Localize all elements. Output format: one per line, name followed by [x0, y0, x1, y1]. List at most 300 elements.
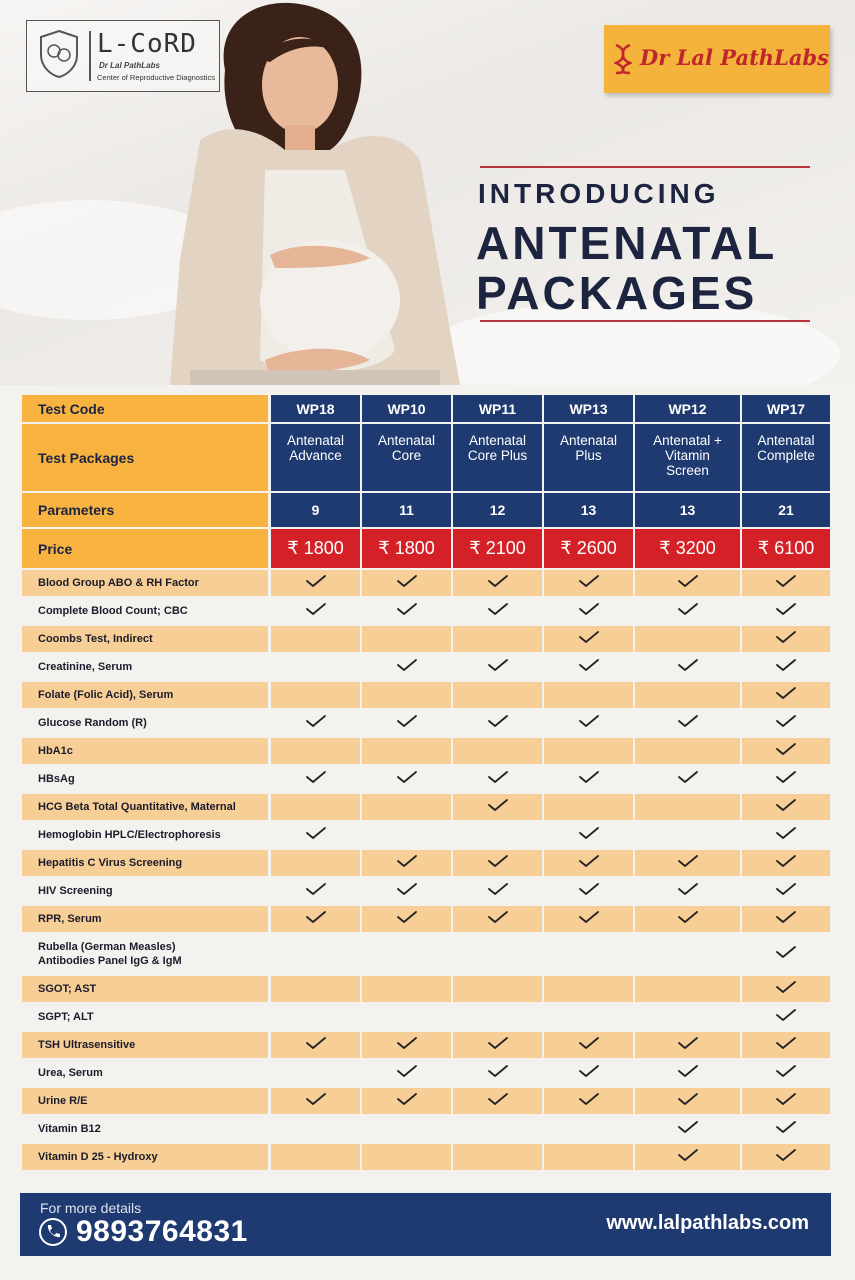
check-icon	[305, 602, 327, 621]
test-name	[22, 822, 268, 848]
empty-cell	[271, 626, 360, 652]
empty-cell	[635, 626, 740, 652]
empty-cell	[271, 654, 360, 680]
test-name-text	[38, 940, 182, 968]
check-icon	[305, 714, 327, 733]
check-icon	[305, 1092, 327, 1111]
included-check-cell	[742, 710, 830, 736]
empty-cell	[544, 794, 633, 820]
test-name-text	[38, 1094, 88, 1108]
included-check-cell	[544, 598, 633, 624]
check-icon	[677, 882, 699, 901]
lcord-name: L-CoRD	[97, 29, 197, 59]
check-icon	[775, 1008, 797, 1027]
test-name-text	[38, 912, 102, 926]
included-check-cell	[544, 710, 633, 736]
test-name-line: HbA1c	[38, 745, 73, 757]
empty-cell	[544, 1116, 633, 1142]
test-name	[22, 976, 268, 1002]
included-check-cell	[453, 766, 542, 792]
included-check-cell	[742, 1004, 830, 1030]
check-icon	[677, 658, 699, 677]
check-icon	[775, 826, 797, 845]
empty-cell	[271, 794, 360, 820]
package-parameters: 13	[635, 493, 740, 527]
included-check-cell	[635, 1032, 740, 1058]
included-check-cell	[453, 710, 542, 736]
shield-emblem-icon	[37, 29, 81, 79]
included-check-cell	[742, 626, 830, 652]
check-icon	[396, 1092, 418, 1111]
included-check-cell	[453, 850, 542, 876]
test-name-line: Folate (Folic Acid), Serum	[38, 689, 174, 701]
included-check-cell	[544, 878, 633, 904]
empty-cell	[271, 1004, 360, 1030]
test-name-text	[38, 856, 182, 870]
test-name-text	[38, 632, 153, 646]
lcord-logo	[26, 20, 220, 92]
included-check-cell	[453, 654, 542, 680]
check-icon	[775, 658, 797, 677]
package-price: ₹ 1800	[362, 529, 451, 568]
empty-cell	[453, 976, 542, 1002]
test-name-line: HBsAg	[38, 773, 75, 785]
check-icon	[305, 574, 327, 593]
check-icon	[578, 602, 600, 621]
package-name-line: Antenatal	[377, 433, 436, 448]
package-name-line: Antenatal	[286, 433, 345, 448]
included-check-cell	[544, 1060, 633, 1086]
included-check-cell	[742, 878, 830, 904]
check-icon	[775, 742, 797, 761]
lal-logo-text: Dr Lal PathLabs	[640, 45, 829, 70]
included-check-cell	[271, 1088, 360, 1114]
check-icon	[578, 854, 600, 873]
empty-cell	[362, 1004, 451, 1030]
test-name-line: RPR, Serum	[38, 913, 102, 925]
package-name	[453, 424, 542, 491]
check-icon	[578, 910, 600, 929]
included-check-cell	[271, 710, 360, 736]
check-icon	[487, 770, 509, 789]
label-price: Price	[22, 529, 268, 568]
test-name-text	[38, 828, 221, 842]
test-name-line: Blood Group ABO & RH Factor	[38, 577, 199, 589]
included-check-cell	[362, 598, 451, 624]
included-check-cell	[362, 766, 451, 792]
check-icon	[677, 770, 699, 789]
test-name	[22, 570, 268, 596]
included-check-cell	[271, 878, 360, 904]
check-icon	[677, 910, 699, 929]
more-details-label: For more details	[40, 1200, 142, 1216]
package-code: WP13	[544, 395, 633, 422]
check-icon	[396, 882, 418, 901]
package-name	[635, 424, 740, 491]
included-check-cell	[544, 654, 633, 680]
included-check-cell	[635, 878, 740, 904]
package-name	[742, 424, 830, 491]
included-check-cell	[544, 1032, 633, 1058]
package-name-line: Antenatal +	[653, 433, 722, 448]
package-name-line: Antenatal	[559, 433, 618, 448]
check-icon	[775, 714, 797, 733]
check-icon	[305, 882, 327, 901]
included-check-cell	[635, 1088, 740, 1114]
test-name-line: Glucose Random (R)	[38, 717, 147, 729]
check-icon	[396, 1064, 418, 1083]
label-packages: Test Packages	[22, 424, 268, 491]
included-check-cell	[362, 570, 451, 596]
test-name-line: SGOT; AST	[38, 983, 97, 995]
included-check-cell	[742, 598, 830, 624]
check-icon	[775, 1092, 797, 1111]
included-check-cell	[453, 1088, 542, 1114]
check-icon	[396, 854, 418, 873]
check-icon	[775, 1064, 797, 1083]
test-name	[22, 766, 268, 792]
included-check-cell	[635, 598, 740, 624]
included-check-cell	[742, 1060, 830, 1086]
test-name-text	[38, 576, 199, 590]
included-check-cell	[635, 570, 740, 596]
test-name	[22, 738, 268, 764]
test-name	[22, 682, 268, 708]
included-check-cell	[742, 1116, 830, 1142]
lcord-tagline: Center of Reproductive Diagnostics	[97, 73, 215, 82]
test-name-text	[38, 660, 132, 674]
test-name-line: Hemoglobin HPLC/Electrophoresis	[38, 829, 221, 841]
headline-line2: PACKAGES	[476, 267, 758, 319]
logo-divider	[89, 31, 91, 81]
check-icon	[775, 854, 797, 873]
included-check-cell	[635, 1144, 740, 1170]
included-check-cell	[742, 976, 830, 1002]
test-name-text	[38, 772, 75, 786]
check-icon	[578, 630, 600, 649]
included-check-cell	[271, 906, 360, 932]
check-icon	[775, 1120, 797, 1139]
package-code: WP17	[742, 395, 830, 422]
check-icon	[487, 798, 509, 817]
test-name-text	[38, 1122, 101, 1136]
check-icon	[775, 882, 797, 901]
empty-cell	[362, 1116, 451, 1142]
included-check-cell	[544, 850, 633, 876]
check-icon	[677, 714, 699, 733]
empty-cell	[271, 850, 360, 876]
test-name-line: Urine R/E	[38, 1095, 88, 1107]
check-icon	[775, 630, 797, 649]
website-link[interactable]: www.lalpathlabs.com	[606, 1212, 809, 1234]
check-icon	[487, 1064, 509, 1083]
test-name	[22, 906, 268, 932]
included-check-cell	[362, 1088, 451, 1114]
empty-cell	[362, 682, 451, 708]
check-icon	[487, 1036, 509, 1055]
test-name-text	[38, 1010, 94, 1024]
included-check-cell	[742, 1032, 830, 1058]
headline-intro: INTRODUCING	[478, 178, 720, 209]
package-name-line: Vitamin	[665, 448, 710, 463]
empty-cell	[271, 1144, 360, 1170]
empty-cell	[362, 738, 451, 764]
check-icon	[775, 1036, 797, 1055]
check-icon	[396, 770, 418, 789]
contact-footer	[20, 1193, 831, 1256]
package-name-line: Advance	[289, 448, 342, 463]
test-name	[22, 1032, 268, 1058]
check-icon	[775, 602, 797, 621]
package-name-line: Plus	[575, 448, 602, 463]
included-check-cell	[742, 906, 830, 932]
empty-cell	[544, 934, 633, 974]
check-icon	[677, 1036, 699, 1055]
empty-cell	[635, 794, 740, 820]
check-icon	[396, 658, 418, 677]
included-check-cell	[544, 766, 633, 792]
included-check-cell	[362, 1060, 451, 1086]
empty-cell	[362, 934, 451, 974]
included-check-cell	[544, 570, 633, 596]
package-code: WP11	[453, 395, 542, 422]
included-check-cell	[362, 878, 451, 904]
test-name-line: Vitamin D 25 - Hydroxy	[38, 1151, 158, 1163]
empty-cell	[544, 1004, 633, 1030]
check-icon	[305, 770, 327, 789]
check-icon	[396, 574, 418, 593]
package-name-line: Core	[391, 448, 422, 463]
check-icon	[775, 1148, 797, 1167]
check-icon	[578, 714, 600, 733]
dna-mark-icon	[614, 43, 632, 75]
check-icon	[677, 1092, 699, 1111]
empty-cell	[635, 934, 740, 974]
package-name	[271, 424, 360, 491]
included-check-cell	[453, 906, 542, 932]
included-check-cell	[271, 1032, 360, 1058]
included-check-cell	[635, 766, 740, 792]
test-name	[22, 1088, 268, 1114]
check-icon	[487, 1092, 509, 1111]
test-name-line: TSH Ultrasensitive	[38, 1039, 136, 1051]
dr-lal-pathlabs-logo	[604, 25, 830, 93]
test-name-line: Creatinine, Serum	[38, 661, 133, 673]
included-check-cell	[742, 570, 830, 596]
included-check-cell	[362, 654, 451, 680]
included-check-cell	[742, 794, 830, 820]
headline-rule-top	[480, 166, 810, 168]
test-name	[22, 794, 268, 820]
check-icon	[578, 658, 600, 677]
package-price: ₹ 3200	[635, 529, 740, 568]
empty-cell	[544, 1144, 633, 1170]
empty-cell	[544, 976, 633, 1002]
test-name-line: SGPT; ALT	[38, 1011, 94, 1023]
included-check-cell	[453, 598, 542, 624]
check-icon	[578, 1092, 600, 1111]
empty-cell	[635, 682, 740, 708]
included-check-cell	[271, 766, 360, 792]
included-check-cell	[742, 850, 830, 876]
headline-rule-bottom	[480, 320, 810, 322]
test-name	[22, 1144, 268, 1170]
empty-cell	[271, 738, 360, 764]
check-icon	[775, 798, 797, 817]
empty-cell	[453, 1116, 542, 1142]
package-price: ₹ 2600	[544, 529, 633, 568]
test-name	[22, 1116, 268, 1142]
lcord-parent: Dr Lal PathLabs	[99, 61, 160, 70]
package-name	[544, 424, 633, 491]
empty-cell	[544, 682, 633, 708]
check-icon	[305, 910, 327, 929]
test-name-line: HCG Beta Total Quantitative, Maternal	[38, 801, 236, 813]
test-name-text	[38, 982, 96, 996]
package-name-line: Antenatal	[757, 433, 815, 448]
empty-cell	[453, 626, 542, 652]
check-icon	[487, 714, 509, 733]
hero-banner	[0, 0, 855, 385]
check-icon	[305, 826, 327, 845]
included-check-cell	[453, 570, 542, 596]
test-name-line: Coombs Test, Indirect	[38, 633, 153, 645]
check-icon	[487, 910, 509, 929]
empty-cell	[271, 1116, 360, 1142]
empty-cell	[453, 738, 542, 764]
check-icon	[775, 910, 797, 929]
included-check-cell	[742, 682, 830, 708]
test-name-text	[38, 1038, 135, 1052]
included-check-cell	[742, 766, 830, 792]
test-name-text	[38, 604, 188, 618]
empty-cell	[271, 976, 360, 1002]
package-name	[362, 424, 451, 491]
empty-cell	[635, 822, 740, 848]
empty-cell	[453, 934, 542, 974]
empty-cell	[362, 794, 451, 820]
check-icon	[775, 686, 797, 705]
test-name-line: Vitamin B12	[38, 1123, 101, 1135]
check-icon	[396, 1036, 418, 1055]
check-icon	[396, 910, 418, 929]
check-icon	[677, 602, 699, 621]
empty-cell	[635, 976, 740, 1002]
included-check-cell	[635, 906, 740, 932]
check-icon	[677, 854, 699, 873]
included-check-cell	[362, 906, 451, 932]
included-check-cell	[271, 598, 360, 624]
check-icon	[775, 574, 797, 593]
included-check-cell	[544, 626, 633, 652]
included-check-cell	[742, 654, 830, 680]
included-check-cell	[271, 570, 360, 596]
check-icon	[578, 826, 600, 845]
included-check-cell	[742, 1088, 830, 1114]
test-name-text	[38, 1066, 103, 1080]
included-check-cell	[742, 822, 830, 848]
empty-cell	[635, 1004, 740, 1030]
test-name-text	[38, 800, 236, 814]
test-name	[22, 1004, 268, 1030]
empty-cell	[544, 738, 633, 764]
check-icon	[487, 882, 509, 901]
test-name	[22, 1060, 268, 1086]
test-name-text	[38, 716, 147, 730]
package-price: ₹ 2100	[453, 529, 542, 568]
included-check-cell	[742, 1144, 830, 1170]
check-icon	[578, 770, 600, 789]
empty-cell	[362, 1144, 451, 1170]
included-check-cell	[635, 1060, 740, 1086]
empty-cell	[453, 1004, 542, 1030]
check-icon	[677, 1120, 699, 1139]
empty-cell	[453, 682, 542, 708]
check-icon	[487, 854, 509, 873]
included-check-cell	[544, 822, 633, 848]
package-parameters: 11	[362, 493, 451, 527]
included-check-cell	[453, 794, 542, 820]
check-icon	[677, 1064, 699, 1083]
empty-cell	[362, 976, 451, 1002]
included-check-cell	[362, 850, 451, 876]
package-name-line: Antenatal	[468, 433, 527, 448]
check-icon	[396, 714, 418, 733]
check-icon	[775, 945, 797, 964]
check-icon	[396, 602, 418, 621]
test-name-line: Urea, Serum	[38, 1067, 103, 1079]
test-name-line: Hepatitis C Virus Screening	[38, 857, 183, 869]
phone-icon	[38, 1217, 68, 1247]
test-name	[22, 654, 268, 680]
empty-cell	[635, 738, 740, 764]
included-check-cell	[635, 850, 740, 876]
included-check-cell	[742, 738, 830, 764]
included-check-cell	[635, 1116, 740, 1142]
test-name	[22, 598, 268, 624]
package-parameters: 21	[742, 493, 830, 527]
included-check-cell	[362, 1032, 451, 1058]
package-parameters: 12	[453, 493, 542, 527]
check-icon	[487, 658, 509, 677]
empty-cell	[362, 822, 451, 848]
package-price: ₹ 1800	[271, 529, 360, 568]
check-icon	[775, 770, 797, 789]
included-check-cell	[742, 934, 830, 974]
test-name	[22, 626, 268, 652]
test-name-line: Rubella (German Measles)	[38, 941, 176, 953]
included-check-cell	[271, 822, 360, 848]
phone-number[interactable]: 9893764831	[76, 1215, 248, 1248]
package-parameters: 13	[544, 493, 633, 527]
test-name-text	[38, 1150, 158, 1164]
check-icon	[305, 1036, 327, 1055]
package-code: WP12	[635, 395, 740, 422]
label-parameters: Parameters	[22, 493, 268, 527]
package-name-line: Screen	[666, 463, 709, 478]
included-check-cell	[453, 1060, 542, 1086]
check-icon	[487, 602, 509, 621]
empty-cell	[271, 682, 360, 708]
empty-cell	[362, 626, 451, 652]
check-icon	[677, 574, 699, 593]
empty-cell	[453, 1144, 542, 1170]
package-code: WP18	[271, 395, 360, 422]
check-icon	[775, 980, 797, 999]
test-name	[22, 850, 268, 876]
package-name-line: Core Plus	[467, 448, 528, 463]
included-check-cell	[635, 654, 740, 680]
